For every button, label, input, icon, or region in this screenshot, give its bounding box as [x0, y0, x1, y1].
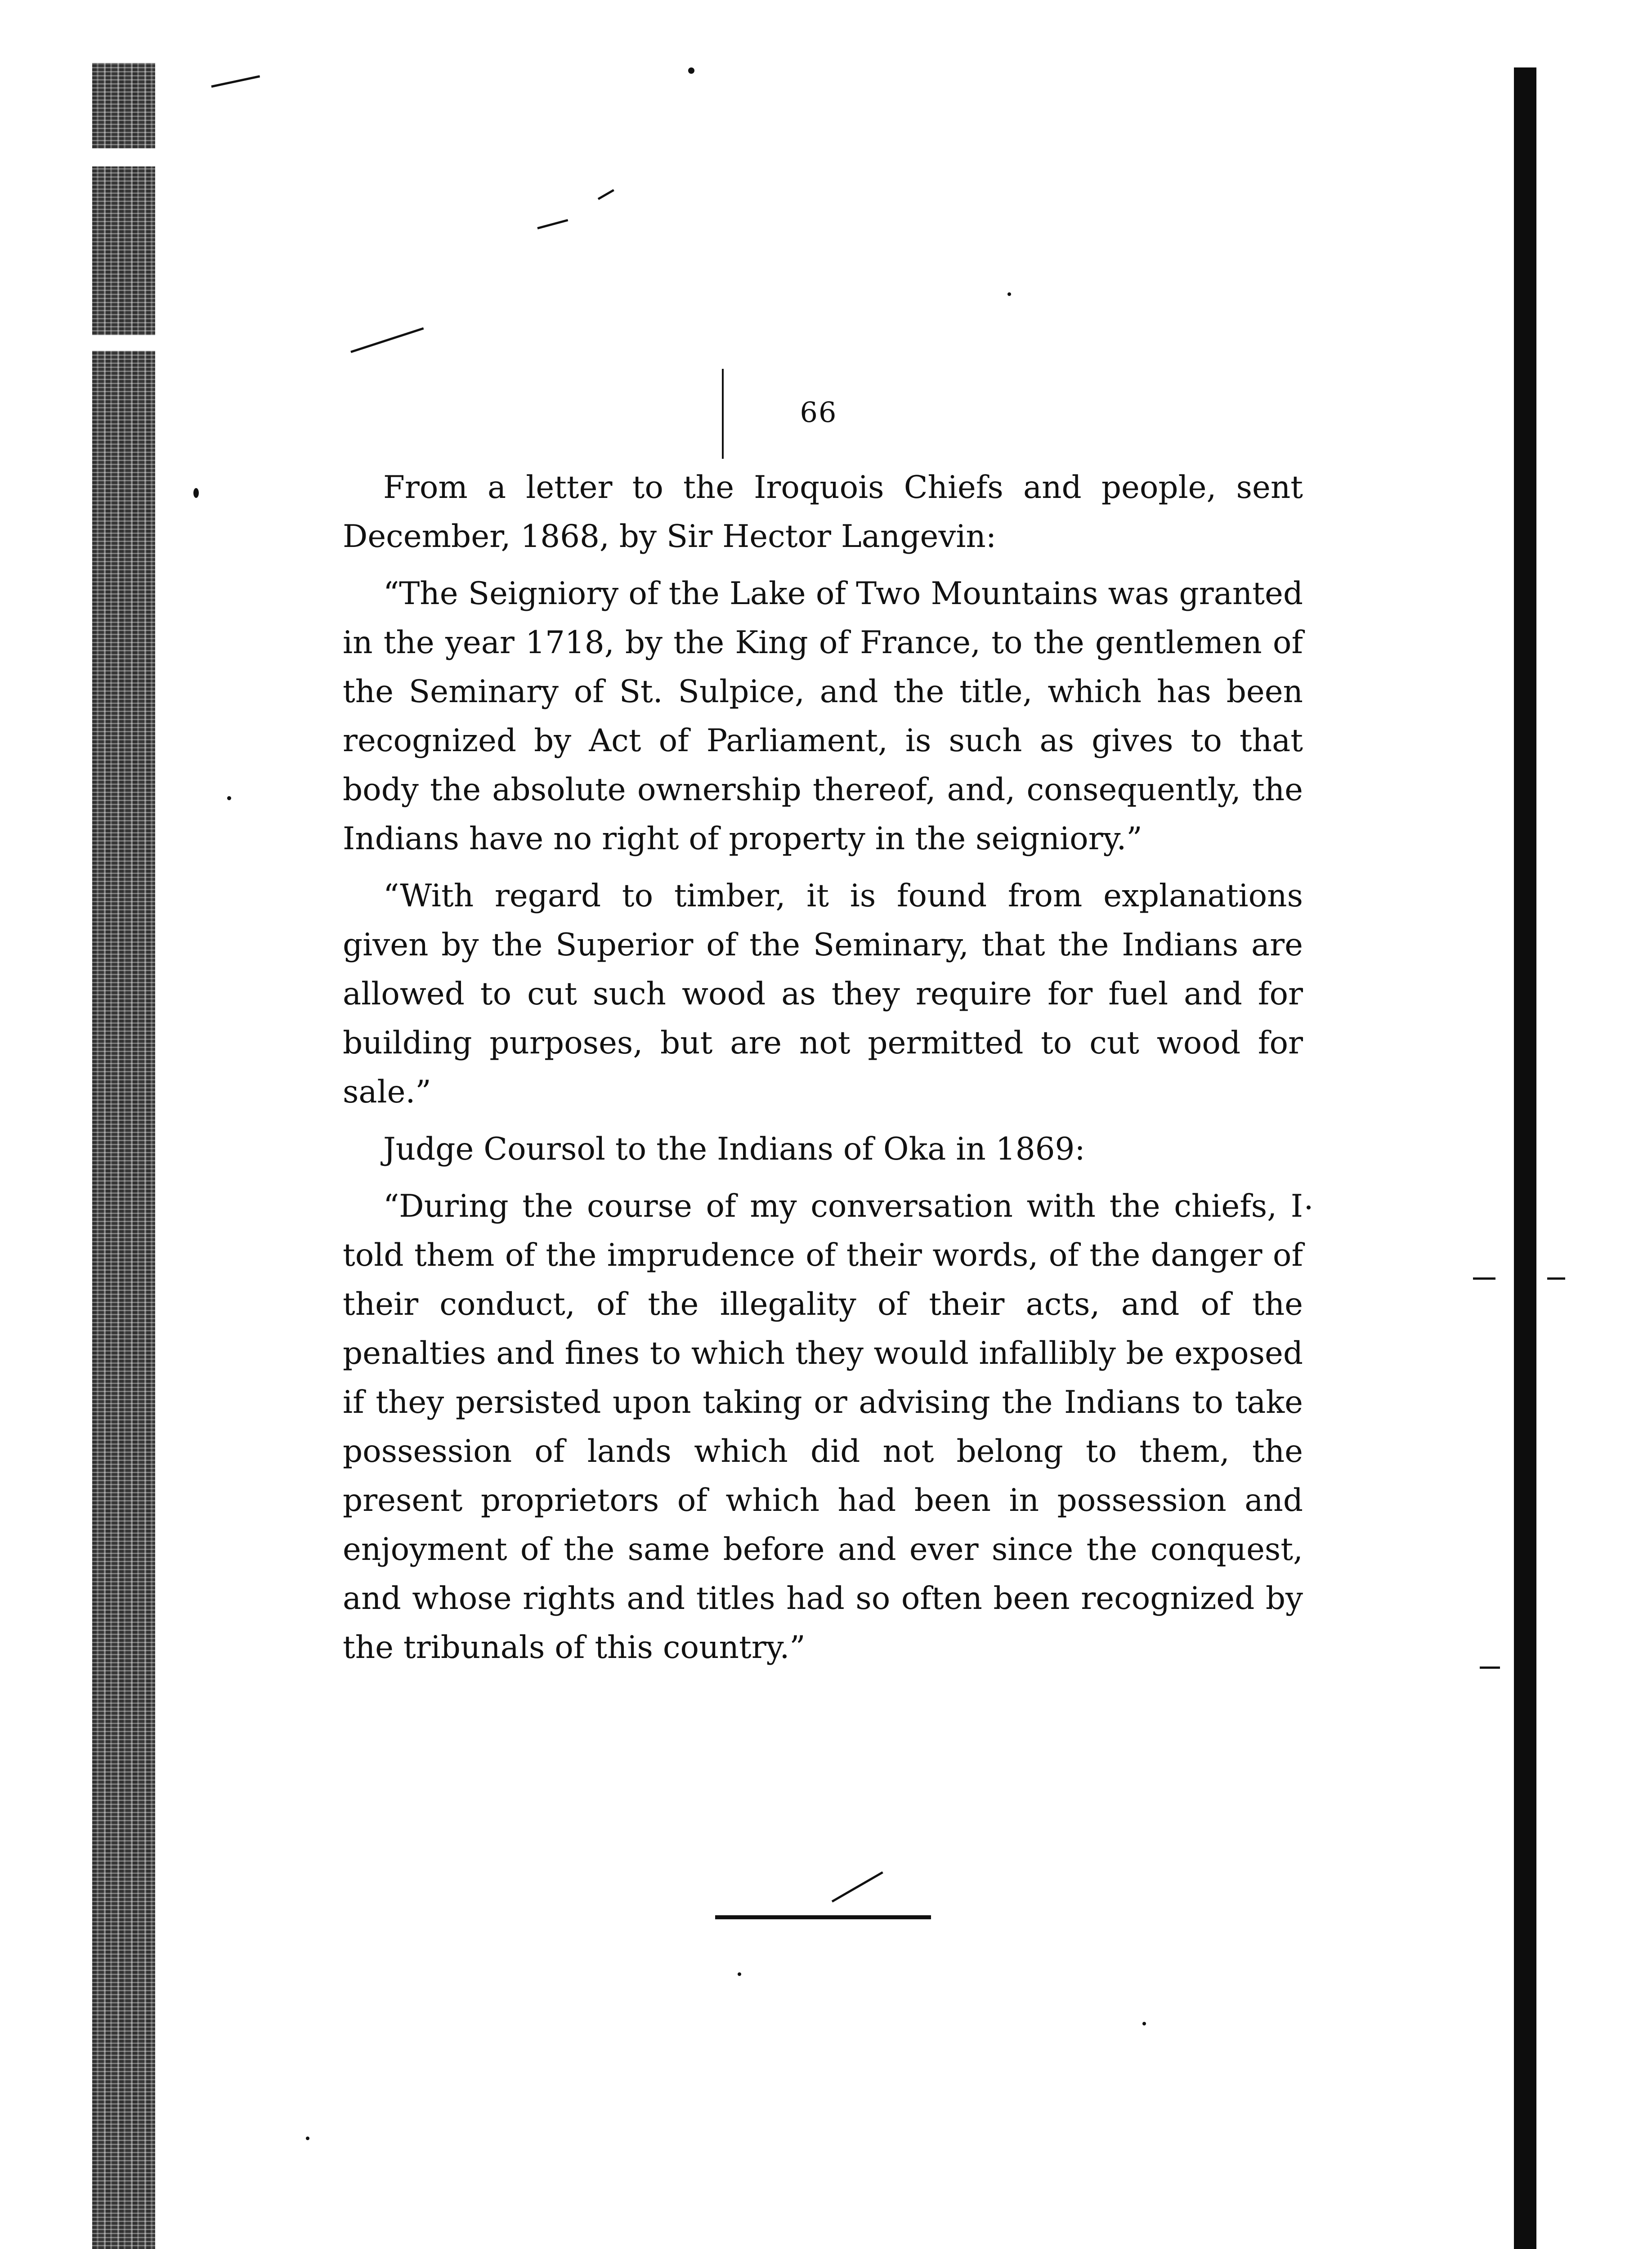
scan-speck — [688, 67, 694, 74]
paragraph-timber-quote: “With regard to timber, it is found from explanations given by the Superior of the Seminary, that the Indians are allowed to cut such wood as they require for fuel and for building purposes, but are not permitted to cut wood for sale.” — [343, 878, 1303, 1110]
scan-mark — [1473, 1277, 1495, 1280]
scan-speck — [738, 1972, 741, 1976]
scan-mark — [1480, 1667, 1500, 1669]
binding-gap — [92, 335, 155, 351]
scan-speck — [1307, 1205, 1311, 1210]
scanned-right-edge — [1514, 67, 1536, 2249]
section-end-rule — [715, 1915, 931, 1919]
scan-speck — [306, 2137, 309, 2140]
scan-mark — [350, 327, 424, 353]
paragraph-seigniory-quote: “The Seigniory of the Lake of Two Mountains was granted in the year 1718, by the King of France, to the gentlemen of the Seminary of St. Sulpice, and the title, which has been recognized by Act of Parliament, is such as gives to that body the absolute ownership thereof, and, consequently, the Indians have no right of property in the seigniory.” — [343, 576, 1303, 857]
paragraph-coursol-intro: Judge Coursol to the Indians of Oka in 1869: — [383, 1131, 1085, 1167]
scan-speck — [227, 796, 231, 800]
paragraph-langevin-intro: From a letter to the Iroquois Chiefs and people, sent December, 1868, by Sir Hector Langevin: — [343, 470, 1303, 555]
paragraph-coursol-quote: “During the course of my conversation with the chiefs, I told them of the imprudence of their words, of the danger of their conduct, of the illegality of their acts, and of the penalties and fines to which they would infallibly be exposed if they persisted upon taking or advising the Indians to take possession of lands which did not belong to them, the present proprietors of which had been in possession and enjoyment of the same before and ever since the conquest, and whose rights and titles had so often been recognized by the tribunals of this country.” — [343, 1188, 1303, 1666]
scan-mark — [537, 219, 568, 229]
page-number: 66 — [800, 396, 837, 429]
scan-mark — [1547, 1277, 1565, 1280]
body-text — [343, 463, 1303, 1672]
scan-speck — [1142, 2022, 1146, 2025]
scan-mark — [211, 75, 260, 88]
scanned-binding-edge — [92, 63, 155, 2249]
binding-gap — [92, 148, 155, 166]
scan-speck — [1007, 292, 1011, 296]
scan-speck — [193, 488, 199, 498]
scan-mark — [722, 369, 724, 459]
scan-mark — [832, 1871, 883, 1902]
scan-mark — [598, 189, 614, 200]
